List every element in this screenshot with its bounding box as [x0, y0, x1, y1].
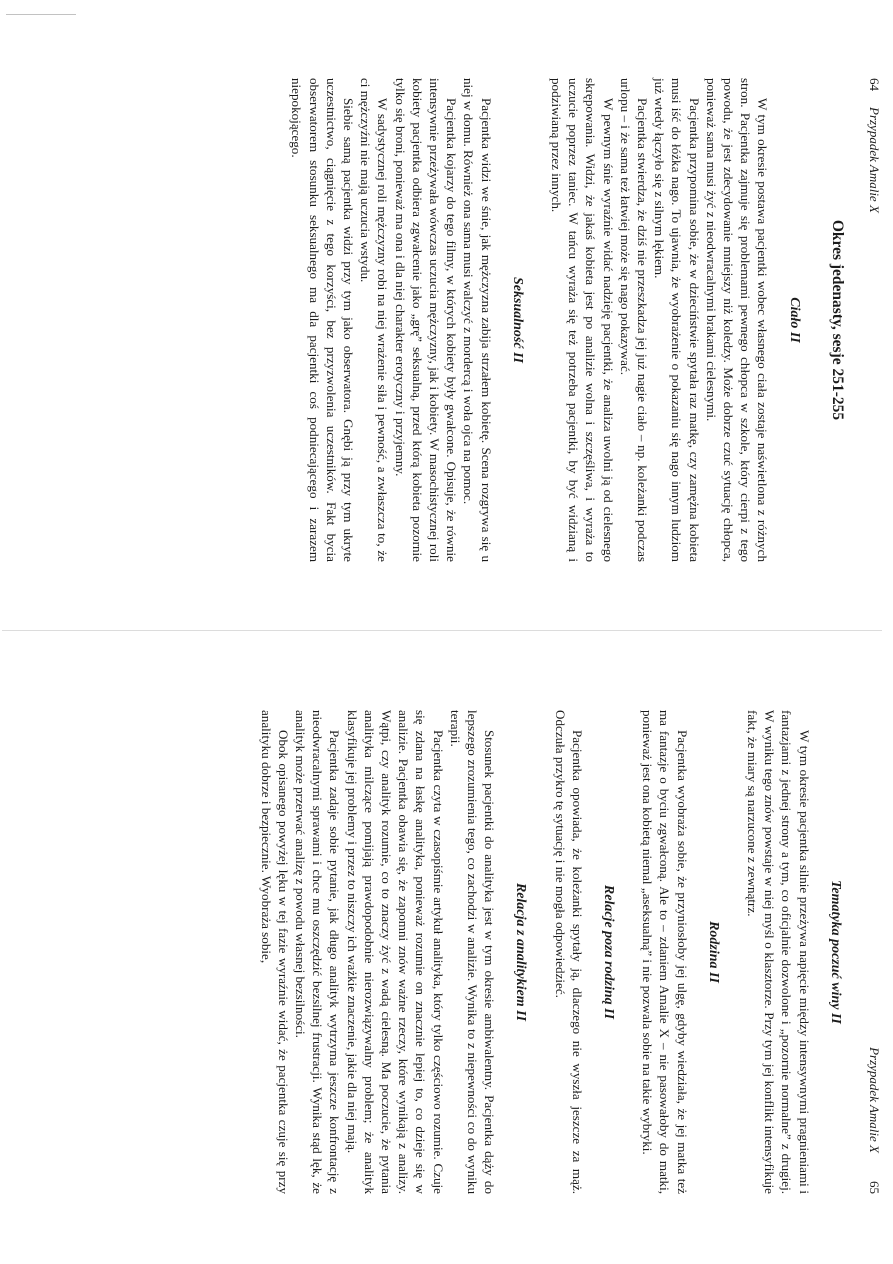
section-heading-relacje-poza-rodzina: Relacje poza rodziną II [600, 884, 616, 1020]
section-heading-relacja-z-analitykiem: Relacja z analitykiem II [513, 882, 529, 1022]
book-page-65 [0, 632, 893, 1264]
paragraph: Pacjentka widzi we śnie, jak mężczyzna zabija strzałem kobietę. Scena rozgrywa się u niej w domu. Również ona sama musi walczyć z mordercą i woła ojca na pomoc. [461, 78, 494, 562]
paragraph: Pacjentka zadaje sobie pytanie, jak długo analityk wytrzyma jeszcze konfrontację z nieodwracalnymi sprawami i chce mu oszczędzić bezsilnej frustracji. Wynika stąd lęk, że analityk może przerwać analizę z powodu własnej bezsilności. [292, 710, 343, 1194]
section-heading-rodzina: Rodzina II [705, 921, 721, 983]
page-number: 65 [867, 1181, 882, 1194]
paragraph: Pacjentka czyta w czasopiśmie artykuł analityka, który tylko częściowo rozumie. Czuje się zdana na łaskę analityka, ponieważ rozumie on znacznie lepiej to, co dzieje się w analizie. Pacjentka obawia się, że zapomni znów ważne rzeczy, które wynikają z analizy. Wątpi, czy analityk rozumie, co to znaczy żyć z wadą cielesną. Ma poczucie, że pytania analityka milczące pomijają prawdopodobnie nierozwiązywalny problem; że analityk klasyfikuje jej problemy i przez to niszczy ich ważkie znaczenie, jakie dla niej mają. [344, 710, 446, 1194]
paragraph: W pewnym śnie wyraźnie widać nadzieję pacjentki, że analiza uwolni ją od cielesnego skrępowania. Widzi, że jakaś kobieta jest po analizie wolna i szczęśliwa, i wyraża to uczucie poprzez taniec. W tańcu wyraża się też potrzeba pacjentki, by być widzianą i podziwianą przez innych. [548, 78, 616, 562]
paragraph: W sadystycznej roli mężczyzny robi na niej wrażenie siła i pewność, a zwłaszcza to, że ci mężczyźni nie mają uczucia wstydu. [358, 78, 391, 562]
paragraph: Pacjentka kojarzy do tego filmy, w których kobiety były gwałcone. Opisuje, że równie intensywnie przeżywała wówczas uczucia mężczyzny, jak i kobiety. W masochistycznej roli kobiety pacjentka odbiera zgwałcenie jako „grę” seksualną, przed którą kobieta pozornie tylko się broni, ponieważ ma ona i dla niej charakter erotyczny i przyjemny. [392, 78, 460, 562]
running-head [866, 710, 883, 1194]
paragraph: Obok opisanego powyżej lęku w tej fazie wyraźnie widać, że pacjentka czuje się przy analityku dobrze i bezpiecznie. Wyobraża sobie, [258, 710, 291, 1194]
paragraph: Pacjentka wyobraża sobie, że przyniosłoby jej ulgę, gdyby wiedziała, że jej matka też ma fantazje o byciu zgwałconą. Ale to – zdaniem Amalie X – nie pasowałoby do matki, ponieważ jest ona kobietą niemal „aseksualną” i nie pozwala sobie na takie wybryki. [640, 710, 690, 1194]
section-heading-seksualnosc: Seksualność II [509, 277, 525, 363]
paragraph: W tym okresie postawa pacjentki wobec własnego ciała zostaje naświetlona z różnych stron. Pacjentka zajmuje się problemami pewnego chłopca w szkole, który cierpi z tego powodu, że jest zdecydowanie mniejszy niż koledzy. Może dobrze czuć sytuację chłopca, ponieważ sama musi żyć z nieodwracalnymi brakami cielesnymi. [703, 78, 771, 562]
section-heading-poczucie-winy: Tematyka poczuć winy II [827, 880, 843, 1024]
paragraph: Siebie samą pacjentka widzi przy tym jako obserwatora. Gnębi ją przy tym ukryte uczestnictwo, ciągnięcie z tego korzyści, bez przyzwolenia uczestników. Fakt bycia obserwatorem stosunku seksualnego ma dla pacjentki coś podniecającego i zarazem niepokojącego. [289, 78, 356, 562]
paragraph: Pacjentka przypomina sobie, że w dzieciństwie spytała raz matkę, czy zamężna kobieta musi iść do łóżka nago. To ujawnia, że wyobrażenie o pokazaniu się nago innym ludziom już wtedy łączyło się z silnym lękiem. [652, 78, 702, 562]
paragraph: W tym okresie pacjentka silnie przeżywa napięcie między intensywnymi pragnieniami i fantazjami z jednej strony a tym, co oficjalnie dozwolone i „pozornie normalne” z drugiej. W wyniku tego znów powstaje w niej myśl o klasztorze. Przy tym jej konflikt intensyfikuje fakt, że miary są narzucone z zewnątrz. [744, 710, 812, 1194]
running-head [866, 78, 883, 562]
running-head-title: Przypadek Amalie X [867, 107, 882, 213]
section-heading-cialo: Ciało II [786, 297, 802, 343]
running-head-title: Przypadek Amalie X [867, 1047, 882, 1153]
paragraph: Stosunek pacjentki do analityka jest w tym okresie ambiwalentny. Pacjentka dąży do lepszego zrozumienia tego, co zachodzi w analizie. Wynika to z niepewności co do wyniku terapii. [447, 710, 498, 1194]
paragraph: Pacjentka opowiada, że koleżanki spytały ją, dlaczego nie wyszła jeszcze za mąż. Odczuła przykro tę sytuację i nie mogła odpowiedzieć. [552, 710, 585, 1194]
page-number: 64 [867, 78, 882, 91]
paragraph: Pacjentka stwierdza, że dziś nie przeszkadza jej już nagie ciało – np. koleżanki podczas urlopu – i że sama też łatwiej może się nago pokazywać. [617, 78, 650, 562]
session-title: Okres jedenasty, sesje 251-255 [828, 219, 846, 421]
